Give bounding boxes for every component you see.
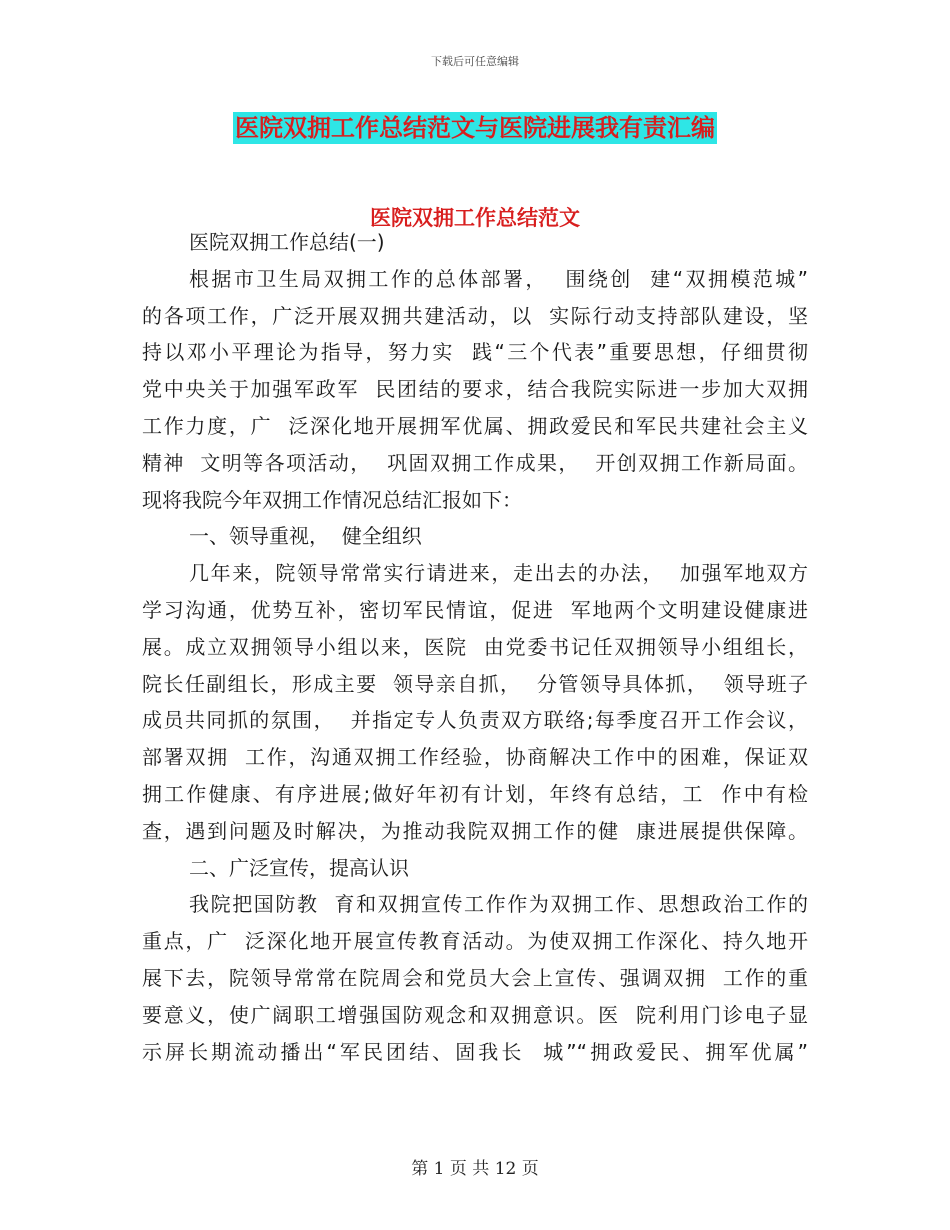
text-line: 工作力度，广 泛深化地开展拥军优属、拥政爱民和军民共建社会主义 (142, 413, 808, 438)
text-line: 部署双拥 工作，沟通双拥工作经验，协商解决工作中的困难，保证双 (142, 745, 808, 770)
text-line: 精神 文明等各项活动， 巩固双拥工作成果， 开创双拥工作新局面。 (142, 450, 808, 475)
page-footer: 第 1 页 共 12 页 (411, 1159, 539, 1179)
section-heading: 一、领导重视， 健全组织 (189, 524, 422, 549)
text-line: 成员共同抓的氛围， 并指定专人负责双方联络;每季度召开工作会议， (142, 708, 808, 733)
header-note: 下载后可任意编辑 (431, 55, 519, 68)
text-line: 查，遇到问题及时解决，为推动我院双拥工作的健 康进展提供保障。 (142, 818, 808, 843)
text-line: 党中央关于加强军政军 民团结的要求，结合我院实际进一步加大双拥 (142, 377, 808, 402)
section-title: 医院双拥工作总结范文 (370, 206, 580, 230)
text-line: 根据市卫生局双拥工作的总体部署， 围绕创 建“双拥模范城” (189, 266, 808, 291)
text-line: 要意义，使广阔职工增强国防观念和双拥意识。医 院利用门诊电子显 (142, 1002, 808, 1027)
text-line: 院长任副组长，形成主要 领导亲自抓， 分管领导具体抓， 领导班子 (142, 671, 808, 696)
text-line: 的各项工作，广泛开展双拥共建活动，以 实际行动支持部队建设，坚 (142, 303, 808, 328)
text-line: 重点，广 泛深化地开展宣传教育活动。为使双拥工作深化、持久地开 (142, 929, 808, 954)
document-body (142, 224, 808, 1070)
text-line: 学习沟通，优势互补，密切军民情谊，促进 军地两个文明建设健康进 (142, 597, 808, 622)
document-main-title: 医院双拥工作总结范文与医院进展我有责汇编 (235, 114, 715, 142)
section-heading: 二、广泛宣传，提高认识 (189, 855, 409, 880)
text-line: 现将我院今年双拥工作情况总结汇报如下： (142, 487, 522, 512)
paragraph-heading: 医院双拥工作总结(一) (189, 230, 385, 254)
text-line: 示屏长期流动播出“军民团结、固我长 城”“拥政爱民、拥军优属” (142, 1039, 808, 1064)
text-line: 展。成立双拥领导小组以来，医院 由党委书记任双拥领导小组组长， (142, 634, 808, 659)
text-line: 持以邓小平理论为指导，努力实 践“三个代表”重要思想，仔细贯彻 (142, 340, 808, 365)
text-line: 展下去，院领导常常在院周会和党员大会上宣传、强调双拥 工作的重 (142, 965, 808, 990)
text-line: 我院把国防教 育和双拥宣传工作作为双拥工作、思想政治工作的 (189, 892, 808, 917)
text-line: 拥工作健康、有序进展;做好年初有计划，年终有总结，工 作中有检 (142, 781, 808, 806)
text-line: 几年来，院领导常常实行请进来，走出去的办法， 加强军地双方 (189, 561, 808, 586)
